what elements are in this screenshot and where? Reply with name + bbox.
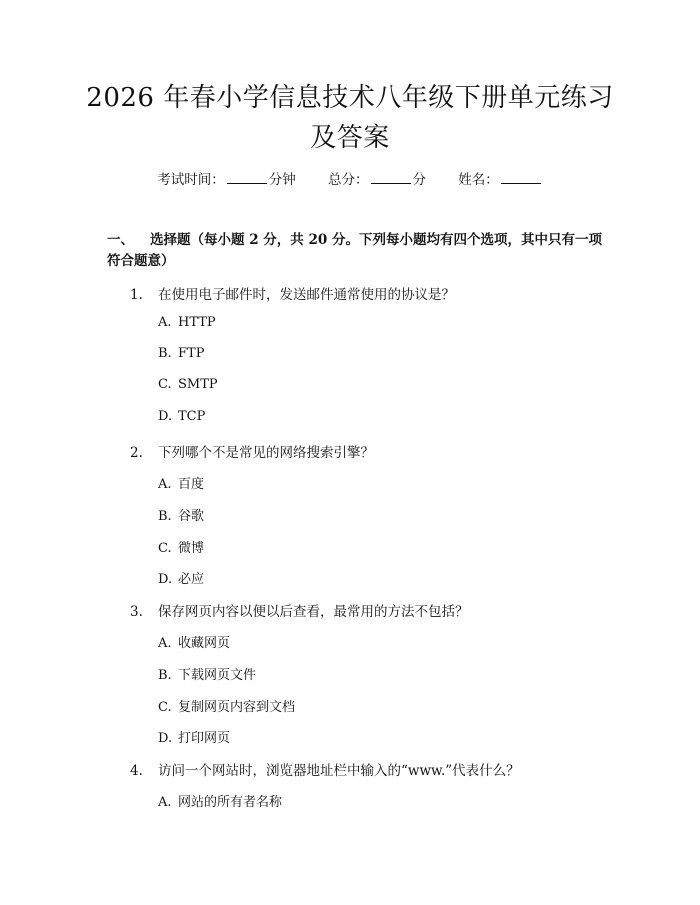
answer-option	[158, 632, 230, 651]
option-text: 复制网页内容到文档	[178, 700, 296, 715]
option-text: 百度	[178, 477, 205, 492]
question	[130, 441, 374, 461]
answer-option	[158, 791, 282, 810]
total-score-blank	[371, 171, 411, 184]
option-letter: C.	[158, 541, 172, 556]
option-letter: C.	[158, 700, 172, 715]
option-text: 打印网页	[178, 731, 231, 746]
option-letter: A.	[158, 636, 172, 651]
exam-time-label: 考试时间：	[157, 172, 225, 188]
name-field	[458, 168, 543, 188]
answer-option	[158, 473, 204, 492]
option-text: 微博	[178, 541, 205, 556]
exam-time-field	[157, 168, 296, 188]
question-number: 2.	[130, 445, 143, 461]
question-text: 访问一个网站时，浏览器地址栏中输入的“www.”代表什么？	[158, 763, 520, 779]
name-label: 姓名：	[458, 172, 499, 188]
exam-time-blank	[227, 171, 267, 184]
option-letter: D.	[158, 572, 173, 587]
section-heading	[107, 230, 602, 272]
option-text: 必应	[178, 572, 205, 587]
page-title: 2026 年春小学信息技术八年级下册单元练习及答案	[86, 83, 614, 153]
option-text: TCP	[178, 409, 206, 424]
option-text: SMTP	[178, 377, 218, 392]
option-letter: A.	[158, 315, 172, 330]
question-text: 在使用电子邮件时，发送邮件通常使用的协议是？	[158, 287, 455, 303]
question-text: 保存网页内容以便以后查看，最常用的方法不包括？	[158, 604, 469, 620]
option-letter: D.	[158, 409, 173, 424]
answer-option	[158, 664, 256, 683]
question-number: 3.	[130, 604, 143, 620]
exam-info-line	[0, 168, 700, 188]
option-letter: C.	[158, 377, 172, 392]
option-letter: A.	[158, 795, 172, 810]
question	[130, 283, 455, 303]
option-letter: A.	[158, 477, 172, 492]
question	[130, 600, 469, 620]
question-number: 4.	[130, 763, 143, 779]
total-score-label: 总分：	[328, 172, 369, 188]
answer-option	[158, 727, 230, 746]
total-score-field	[328, 168, 426, 188]
answer-option	[158, 315, 216, 330]
option-letter: D.	[158, 731, 173, 746]
question	[130, 759, 520, 779]
answer-option	[158, 409, 205, 424]
option-text: 收藏网页	[178, 636, 231, 651]
answer-option	[158, 696, 295, 715]
total-score-unit: 分	[412, 172, 426, 188]
option-text: 网站的所有者名称	[178, 795, 283, 810]
answer-option	[158, 346, 204, 361]
option-letter: B.	[158, 668, 172, 683]
question-text: 下列哪个不是常见的网络搜索引擎？	[158, 445, 374, 461]
option-text: HTTP	[178, 315, 216, 330]
question-number: 1.	[130, 287, 143, 303]
section-heading-text: 选择题（每小题 2 分，共 20 分。下列每小题均有四个选项，其中只有一项符合题意）	[107, 232, 602, 269]
answer-option	[158, 537, 204, 556]
option-letter: B.	[158, 346, 172, 361]
section-number: 一、	[107, 232, 134, 248]
exam-time-unit: 分钟	[268, 172, 296, 188]
option-text: FTP	[178, 346, 205, 361]
answer-option	[158, 505, 204, 524]
answer-option	[158, 377, 218, 392]
option-text: 谷歌	[178, 509, 205, 524]
option-letter: B.	[158, 509, 172, 524]
answer-option	[158, 568, 204, 587]
name-blank	[501, 171, 541, 184]
option-text: 下载网页文件	[178, 668, 257, 683]
